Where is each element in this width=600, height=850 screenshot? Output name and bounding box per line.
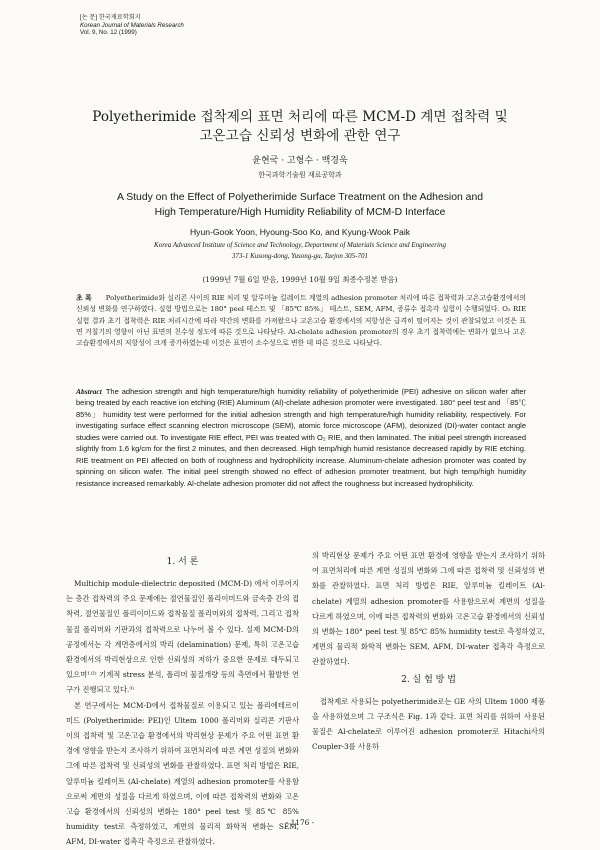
section-1-paragraph-2-continued: 의 박리현상 문제가 주요 어떤 표면 환경에 영향을 받는지 조사하기 위하여 표면처리에 따른 계면 성질의 변화와 그에 따른 접착력 및 신뢰성의 변화를 관찰하였다. 표면 처리 방법은 RIE, 알루미늄 킬레이트 (Al-chelate) 계열의 adhesion promoter를 사용함으로써 계면의 성질을 다르게 하였으며, 이에 따른 접착력의 변화와 고온고습 환경에서의 신뢰성의 변화는 180° peel test 및 85℃ 85% humidity test로 측정하였고, 계면의 물리적 화학적 변화는 SEM, AFM, DI-water 접촉각 측정으로 관찰하였다. — [312, 551, 545, 667]
section-1-paragraph-2: 본 연구에서는 MCM-D에서 접착물질로 이용되고 있는 폴리에테르이미드 (Polyetherimide: PEI)인 Ultem 1000 폴리머와 실리콘 기판사이의 접착력 및 고온고습 환경에서의 박리현상 문제가 주요 어떤 표면 환경에 영향을 받는지 조사하기 위하여 표면처리에 따른 계면 성질의 변화와 그에 따른 접착력 및 신뢰성의 변화를 관찰하였다. 표면 처리 방법은 RIE, 알루미늄 킬레이트 (Al-chelate) 계열의 adhesion promoter를 사용함으로써 계면의 성질을 다르게 하였으며, 이에 따른 접착력의 변화와 고온고습 환경에서의 신뢰성의 변화는 180° peel test 및 85℃ 85% humidity test로 측정하였고, 계면의 물리적 화학적 변화는 SEM, AFM, DI-water 접촉각 측정으로 관찰하였다. — [66, 700, 299, 847]
english-affiliation-line2: 373-1 Kusong-dong, Yusong-gu, Taejon 305-701 — [232, 251, 368, 260]
korean-abstract — [76, 293, 526, 349]
section-1-paragraph-1: Multichip module-dielectric deposited (MCM-D) 에서 이루어지는 층간 접착력의 주요 문제에는 절연물질인 폴리이미드와 금속층 간의 접착력, 절연물질인 폴리이미드와 접착물질 폴리머와의 접착력, 그리고 접착물질 폴리머와 기판과의 접착력으로 나누어 볼 수 있다. 실제 MCM-D의 공정에서는 각 계면층에서의 박리 (delamination) 문제, 특히 고온고습 환경에서의 박리현상으로 인한 신뢰성의 저하가 중요한 문제로 대두되고 있으며¹⁾²⁾ 기계적 stress 분석, 폴리머 물질개량 등의 측면에서 활발한 연구가 진행되고 있다.³⁾ — [66, 579, 299, 695]
korean-authors: 윤현국 · 고형수 · 백경욱 — [252, 156, 348, 166]
journal-header — [80, 14, 184, 37]
korean-abstract-text: Polyetherimide와 실리콘 사이의 RIE 처리 및 알루미늄 킬레이트 계열의 adhesion promoter 처리에 따른 접착력과 고온고습환경에서의 신뢰성 변화를 연구하였다. 실험 방법으로는 180° peel 테스트 및 「85℃ 85%」 테스트, SEM, AFM, 증류수 접촉각 실험이 수행되었다. O₂ RIE 실험 결과 초기 접착력은 RIE 처리시간에 따라 약간의 변화를 가져왔으나 고온고습 환경에서의 저항성은 급격히 떨어지는 것이 관찰되었고 이것은 표면 거칠기의 영향이 아닌 표면의 친수성 정도에 따른 것으로 나타났다. Al-chelate adhesion promoter의 경우 초기 접착력에는 변화가 없으나 고온 고습환경에서의 저항성이 크게 증가하였는데 이것은 표면이 소수성으로 변한 데 따른 것으로 나타났다. — [76, 294, 526, 348]
english-affiliation — [40, 240, 560, 261]
english-title-line1: A Study on the Effect of Polyetherimide Surface Treatment on the Adhesion and — [116, 192, 484, 203]
english-title — [40, 191, 560, 220]
english-abstract — [76, 386, 526, 489]
section-2-heading: 2. 실 험 방 법 — [401, 674, 456, 685]
received-dates: (1999년 7월 6일 받음, 1999년 10월 9일 최종수정본 받음) — [202, 275, 398, 284]
english-affiliation-line1: Korea Advanced Institute of Science and Technology, Department of Materials Science and Engineering — [154, 241, 446, 249]
english-abstract-label: Abstract — [76, 387, 102, 396]
korean-title-line1: Polyetherimide 접착제의 표면 처리에 따른 MCM-D 계면 접착력 및 — [92, 109, 508, 125]
left-column — [66, 552, 299, 847]
english-authors: Hyun-Gook Yoon, Hyoung-Soo Ko, and Kyung-Wook Paik — [189, 227, 411, 237]
page-number: - 1176 - — [285, 818, 315, 827]
korean-abstract-label: 초 록 — [76, 294, 92, 302]
journal-header-line2: Korean Journal of Materials Research — [80, 21, 184, 29]
korean-affiliation: 한국과학기술원 재료공학과 — [258, 171, 342, 179]
english-title-line2: High Temperature/High Humidity Reliability of MCM-D Interface — [154, 206, 446, 218]
right-column — [312, 548, 545, 754]
korean-title — [40, 108, 560, 146]
journal-header-line3: Vol. 9, No. 12 (1999) — [80, 29, 137, 37]
journal-header-line1: [논 문] 한국재료학회지 — [80, 14, 141, 21]
english-abstract-text: The adhesion strength and high temperature/high humidity reliability of polyetherimide (PEI) adhesive on silicon wafer after being treated by each reactive ion etching (RIE) Aluminum (Al)-chelate adhesion promoter were investigated. 180° peel test and 「85℃ 85%」 humidity test were performed for the initial adhesion strength and high temperature/high humidity reliability, respectively. For investigating surface effect scanning electron microscope (SEM), atomic force microscope (AFM), deionized (DI)-water contact angle studies were carried out. To investigate RIE effect, PEI was treated with O₂ RIE, and then laminated. The initial peel strength increased slightly from 1.6 kg/cm for the first 2 minutes, and then decreased. High temp/high humid resistance decreased rapidly by RIE etching. RIE treatment on PEI affected on both of roughness and hydrophilicity increase. Aluminum-chelate adhesion promoter was coated by spinning on silicon wafer. The initial peel strength showed no effect of adhesion promoter treatment, but high temp/high humidity resistance increased remarkably. Al-chelate adhesion promoter did not affect the roughness but increased hydrophilicity. — [76, 387, 526, 488]
section-1-heading: 1. 서 론 — [166, 557, 199, 567]
section-2-paragraph-1: 접착제로 사용되는 polyetherimide로는 GE 사의 Ultem 1000 제품을 사용하였으며 그 구조식은 Fig. 1과 같다. 표면 처리를 위하여 사용된 물질은 Al-chelate로 이루어진 adhesion promoter로 Hitachi사의 Coupler-3를 사용하 — [312, 696, 545, 752]
korean-title-line2: 고온고습 신뢰성 변화에 관한 연구 — [199, 128, 401, 144]
